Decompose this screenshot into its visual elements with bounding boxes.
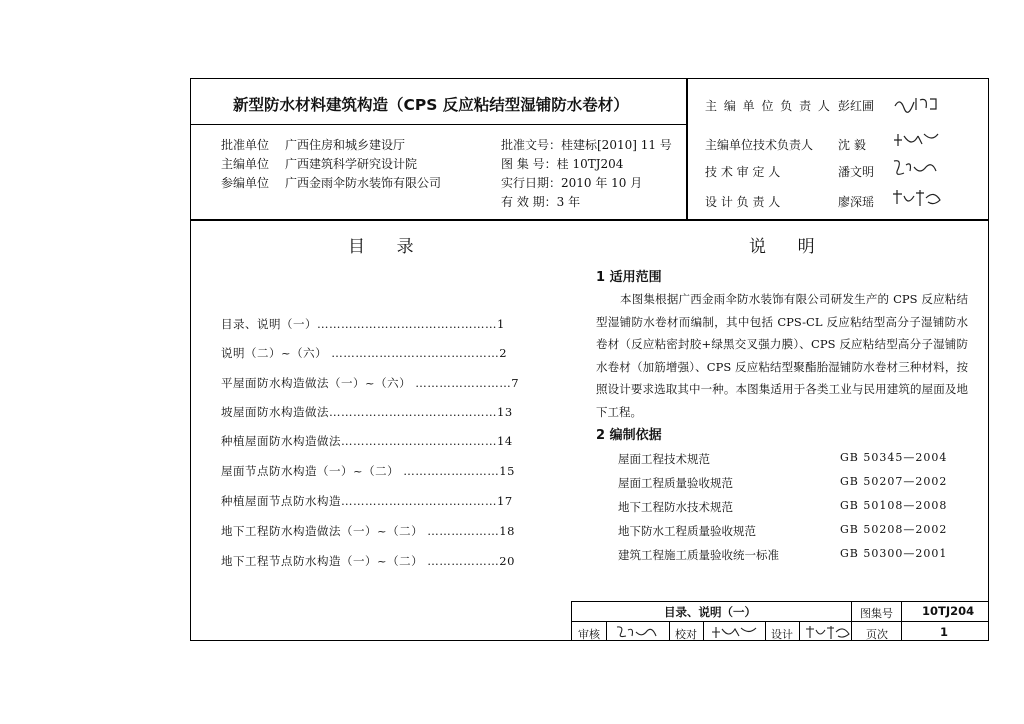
tb-divider (669, 621, 670, 641)
people-role-1: 主 编 单 位 负 责 人 (705, 99, 832, 113)
people-role-3: 技 术 审 定 人 (705, 165, 781, 179)
toc-item[interactable]: 地下工程节点防水构造（一）~（二） ………………20 (221, 554, 515, 568)
toc-item[interactable]: 平屋面防水构造做法（一）~（六） ……………………7 (221, 376, 520, 390)
toc-heading: 目 录 (348, 237, 416, 257)
standard-code: GB 50208—2002 (840, 523, 948, 536)
toc-item[interactable]: 屋面节点防水构造（一）~（二） ……………………15 (221, 464, 515, 478)
standard-code: GB 50207—2002 (840, 475, 948, 488)
signature-4 (890, 188, 946, 210)
approval-unit: 广西住房和城乡建设厅 (285, 138, 406, 152)
standard-code: GB 50345—2004 (840, 451, 948, 464)
title-block-midline (571, 621, 989, 622)
title-underline (190, 124, 687, 125)
review-signature (614, 624, 662, 640)
participant-unit-label: 参编单位 (221, 176, 270, 190)
signature-2 (892, 130, 942, 150)
signature-3 (890, 157, 940, 179)
editor-unit: 广西建筑科学研究设计院 (285, 157, 418, 171)
tb-divider (901, 601, 902, 641)
tb-divider (606, 621, 607, 641)
standard-name: 屋面工程质量验收规范 (618, 476, 733, 490)
check-label: 校对 (675, 628, 697, 641)
people-name-4: 廖深瑶 (838, 195, 875, 209)
section2-title: 2 编制依据 (596, 428, 662, 443)
tb-divider (765, 621, 766, 641)
standard-code: GB 50300—2001 (840, 547, 948, 560)
toc-item[interactable]: 种植屋面防水构造做法…………………………………14 (221, 434, 513, 448)
design-signature (804, 624, 852, 640)
standard-name: 屋面工程技术规范 (618, 452, 710, 466)
page-value: 1 (940, 625, 949, 639)
toc-item[interactable]: 种植屋面节点防水构造…………………………………17 (221, 494, 513, 508)
review-label: 审核 (578, 628, 600, 641)
signature-1 (892, 94, 942, 114)
editor-unit-label: 主编单位 (221, 157, 270, 171)
tb-divider (799, 621, 800, 641)
page-label: 页次 (866, 628, 888, 641)
people-name-1: 彭红圃 (838, 99, 875, 113)
approval-unit-label: 批准单位 (221, 138, 270, 152)
header-vertical-divider (686, 78, 688, 220)
people-role-2: 主编单位技术负责人 (705, 138, 814, 152)
sheet-title: 目录、说明（一） (664, 605, 756, 619)
valid-period: 有 效 期：3 年 (501, 195, 581, 209)
toc-item[interactable]: 说明（二）~（六） ……………………………………2 (221, 346, 508, 360)
people-name-2: 沈 毅 (838, 138, 866, 152)
tb-divider (851, 601, 852, 621)
header-divider (190, 219, 989, 221)
section1-title: 1 适用范围 (596, 270, 662, 285)
standard-name: 地下防水工程质量验收规范 (618, 524, 756, 538)
toc-item[interactable]: 目录、说明（一）………………………………………1 (221, 317, 505, 331)
design-label: 设计 (771, 628, 793, 641)
toc-item[interactable]: 坡屋面防水构造做法……………………………………13 (221, 405, 513, 419)
document-title: 新型防水材料建筑构造（CPS 反应粘结型湿铺防水卷材） (233, 96, 629, 114)
atlas-number: 图 集 号：桂 10TJ204 (501, 157, 624, 171)
check-signature (710, 624, 760, 640)
atlas-label: 图集号 (860, 607, 893, 620)
people-name-3: 潘文明 (838, 165, 875, 179)
section1-body: 本图集根据广西金雨伞防水装饰有限公司研发生产的 CPS 反应粘结型湿铺防水卷材而编制，其中包括 CPS-CL 反应粘结型高分子湿铺防水卷材（反应粘密封胶+绿黑交叉强力膜）、CPS 反应粘结型高分子湿铺防水卷材（加筋增强）、CPS 反应粘结型聚酯胎湿铺防水卷材三种材料，按照设计要求选取其中一种。本图集适用于各类工业与民用建筑的屋面及地下工程。 (596, 292, 968, 419)
atlas-value: 10TJ204 (922, 604, 975, 618)
notes-heading: 说 明 (749, 237, 817, 257)
standard-name: 地下工程防水技术规范 (618, 500, 733, 514)
standard-code: GB 50108—2008 (840, 499, 948, 512)
toc-item[interactable]: 地下工程防水构造做法（一）~（二） ………………18 (221, 524, 515, 538)
standard-name: 建筑工程施工质量验收统一标准 (618, 548, 779, 562)
participant-unit: 广西金雨伞防水装饰有限公司 (285, 176, 442, 190)
effective-date: 实行日期：2010 年 10 月 (501, 176, 643, 190)
tb-divider (703, 621, 704, 641)
people-role-4: 设 计 负 责 人 (705, 195, 781, 209)
approval-doc: 批准文号：桂建标[2010] 11 号 (501, 138, 672, 152)
